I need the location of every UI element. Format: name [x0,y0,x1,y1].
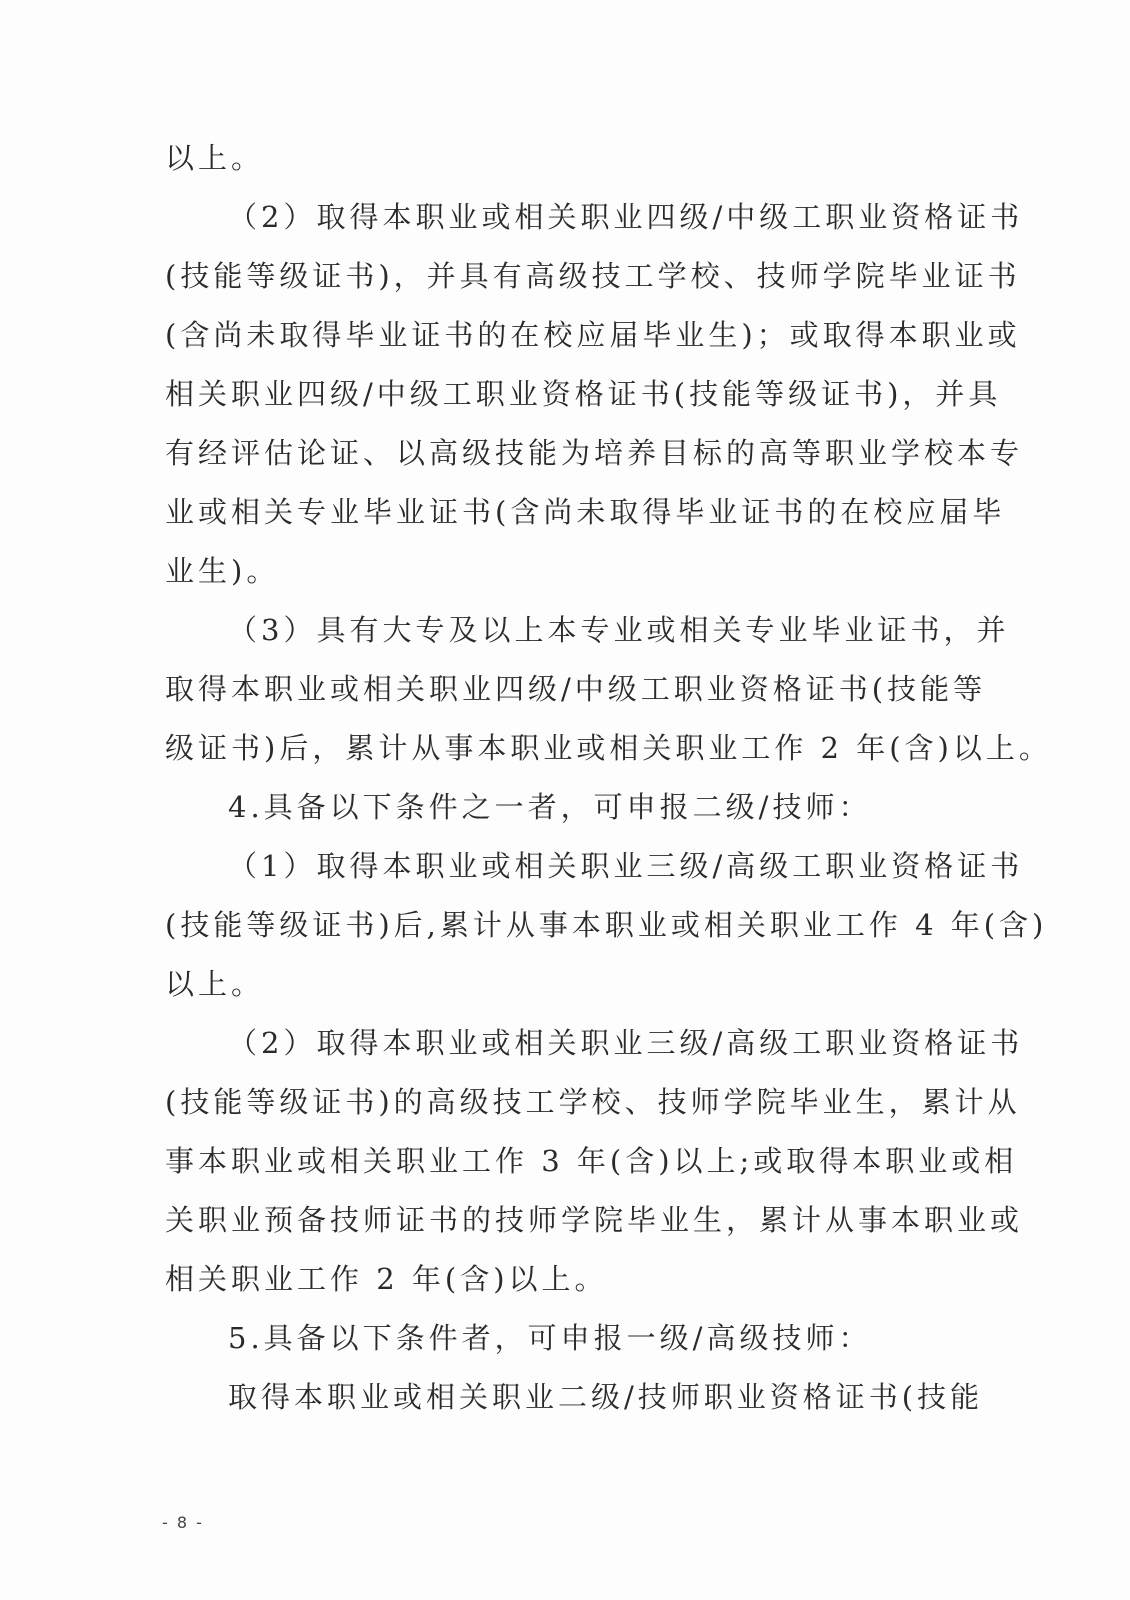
text-line: (技能等级证书)，并具有高级技工学校、技师学院毕业证书 [165,259,1021,293]
text-line: （1）取得本职业或相关职业三级/高级工职业资格证书 [228,849,1024,883]
text-line: （2）取得本职业或相关职业三级/高级工职业资格证书 [228,1026,1024,1060]
text-line: (含尚未取得毕业证书的在校应届毕业生)；或取得本职业或 [165,318,1021,352]
text-line: 业或相关专业毕业证书(含尚未取得毕业证书的在校应届毕 [165,495,1006,529]
text-line: 级证书)后，累计从事本职业或相关职业工作 2 年(含)以上。 [165,731,1052,765]
text-line: 取得本职业或相关职业二级/技师职业资格证书(技能 [228,1380,984,1414]
text-line: 事本职业或相关职业工作 3 年(含)以上;或取得本职业或相 [165,1144,1018,1178]
text-line: 以上。 [165,967,265,1001]
text-line: 相关职业工作 2 年(含)以上。 [165,1262,608,1296]
text-line: （3）具有大专及以上本专业或相关专业毕业证书，并 [228,613,1010,647]
text-line: 有经评估论证、以高级技能为培养目标的高等职业学校本专 [165,436,1024,470]
text-line: 4.具备以下条件之一者，可申报二级/技师： [228,790,872,824]
text-line: (技能等级证书)后,累计从事本职业或相关职业工作 4 年(含) [165,908,1048,942]
text-line: 以上。 [165,141,265,175]
text-line: 业生)。 [165,554,280,588]
text-line: （2）取得本职业或相关职业四级/中级工职业资格证书 [228,200,1024,234]
text-line: 关职业预备技师证书的技师学院毕业生，累计从事本职业或 [165,1203,1024,1237]
text-line: (技能等级证书)的高级技工学校、技师学院毕业生，累计从 [165,1085,1021,1119]
page-number: - 8 - [162,1513,204,1532]
text-line: 相关职业四级/中级工职业资格证书(技能等级证书)，并具 [165,377,1002,411]
text-line: 5.具备以下条件者，可申报一级/高级技师： [228,1321,872,1355]
text-line: 取得本职业或相关职业四级/中级工职业资格证书(技能等 [165,672,987,706]
